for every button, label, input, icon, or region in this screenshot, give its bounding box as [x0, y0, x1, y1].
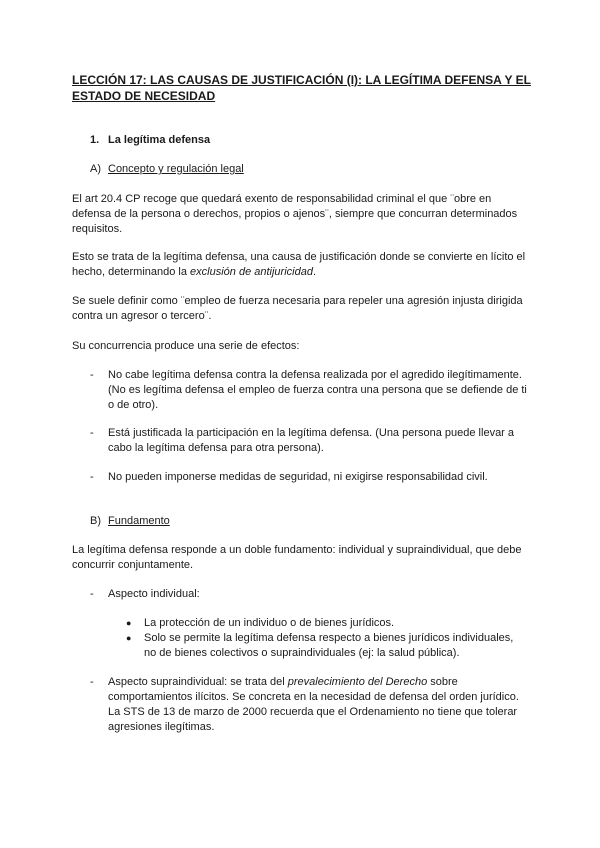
- list-item-text: [108, 675, 530, 735]
- subsection-b-heading: [90, 514, 170, 529]
- paragraph-legitima-defensa: [72, 250, 532, 280]
- subsection-b-title: Fundamento: [108, 515, 170, 527]
- bullet-item-text: La protección de un individuo o de bienes jurídicos.: [144, 617, 395, 629]
- supra-text: Aspecto supraindividual: se trata del: [108, 676, 288, 688]
- section-number: 1.: [90, 134, 100, 146]
- lesson-title: LECCIÓN 17: LAS CAUSAS DE JUSTIFICACIÓN (I): LA LEGÍTIMA DEFENSA Y EL ESTADO DE NECESIDAD: [72, 73, 531, 103]
- paragraph-text: Esto se trata de la legítima defensa, una causa de justificación donde se convierte en lícito el hecho, determinando la: [72, 251, 526, 278]
- subsection-b-letter: B): [90, 515, 101, 527]
- list-item-text: No pueden imponerse medidas de seguridad, ni exigirse responsabilidad civil.: [108, 471, 488, 483]
- bullet-item: [126, 631, 526, 661]
- section-title: La legítima defensa: [108, 134, 211, 146]
- paragraph-fundamento: La legítima defensa responde a un doble fundamento: individual y supraindividual, que debe concurrir conjuntamente.: [72, 544, 522, 571]
- list-item: [90, 368, 530, 413]
- bullet-item-text: Solo se permite la legítima defensa respecto a bienes jurídicos individuales, no de bienes colectivos o supraindividuales (ej: la salud pública).: [144, 632, 514, 659]
- list-item: [90, 470, 530, 485]
- list-item-text: Aspecto individual:: [108, 588, 200, 600]
- list-item: [90, 587, 530, 602]
- paragraph-definicion: Se suele definir como ¨empleo de fuerza necesaria para repeler una agresión injusta dirigida contra un agresor o tercero¨.: [72, 295, 523, 322]
- bullet-item: [126, 616, 526, 631]
- dash-marker: -: [90, 427, 94, 439]
- bullet-marker: ●: [126, 633, 132, 643]
- paragraph-efectos-intro: Su concurrencia produce una serie de efectos:: [72, 340, 300, 352]
- paragraph-text-end: .: [312, 266, 317, 278]
- supra-text-end: sobre comportamientos ilícitos. Se concreta en la necesidad de defensa del orden jurídico. La STS de 13 de marzo de 2000 recuerda que el Ordenamiento no tiene que tolerar agresiones ilegítimas.: [108, 676, 519, 733]
- subsection-a-heading: [90, 162, 244, 177]
- dash-marker: -: [90, 676, 94, 688]
- bullet-marker: ●: [126, 618, 132, 628]
- paragraph-italic: exclusión de antijuricidad: [190, 266, 313, 278]
- dash-marker: -: [90, 369, 94, 381]
- list-item: [90, 675, 530, 735]
- list-item-text: Está justificada la participación en la legítima defensa. (Una persona puede llevar a cabo la legítima defensa para otra persona).: [108, 427, 515, 454]
- dash-marker: -: [90, 471, 94, 483]
- list-item-text: No cabe legítima defensa contra la defensa realizada por el agredido ilegítimamente. (No es legítima defensa el empleo de fuerza contra una persona que se defiende de ti o de otro).: [108, 369, 527, 411]
- subsection-a-letter: A): [90, 163, 101, 175]
- dash-marker: -: [90, 588, 94, 600]
- supra-italic: prevalecimiento del Derecho: [287, 676, 428, 688]
- section-heading: [90, 133, 210, 148]
- paragraph-art-20-4: El art 20.4 CP recoge que quedará exento de responsabilidad criminal el que ¨obre en defensa de la persona o derechos, propios o ajenos¨, siempre que concurran determinados requisitos.: [72, 193, 518, 235]
- list-item: [90, 426, 530, 456]
- subsection-a-title: Concepto y regulación legal: [108, 163, 244, 175]
